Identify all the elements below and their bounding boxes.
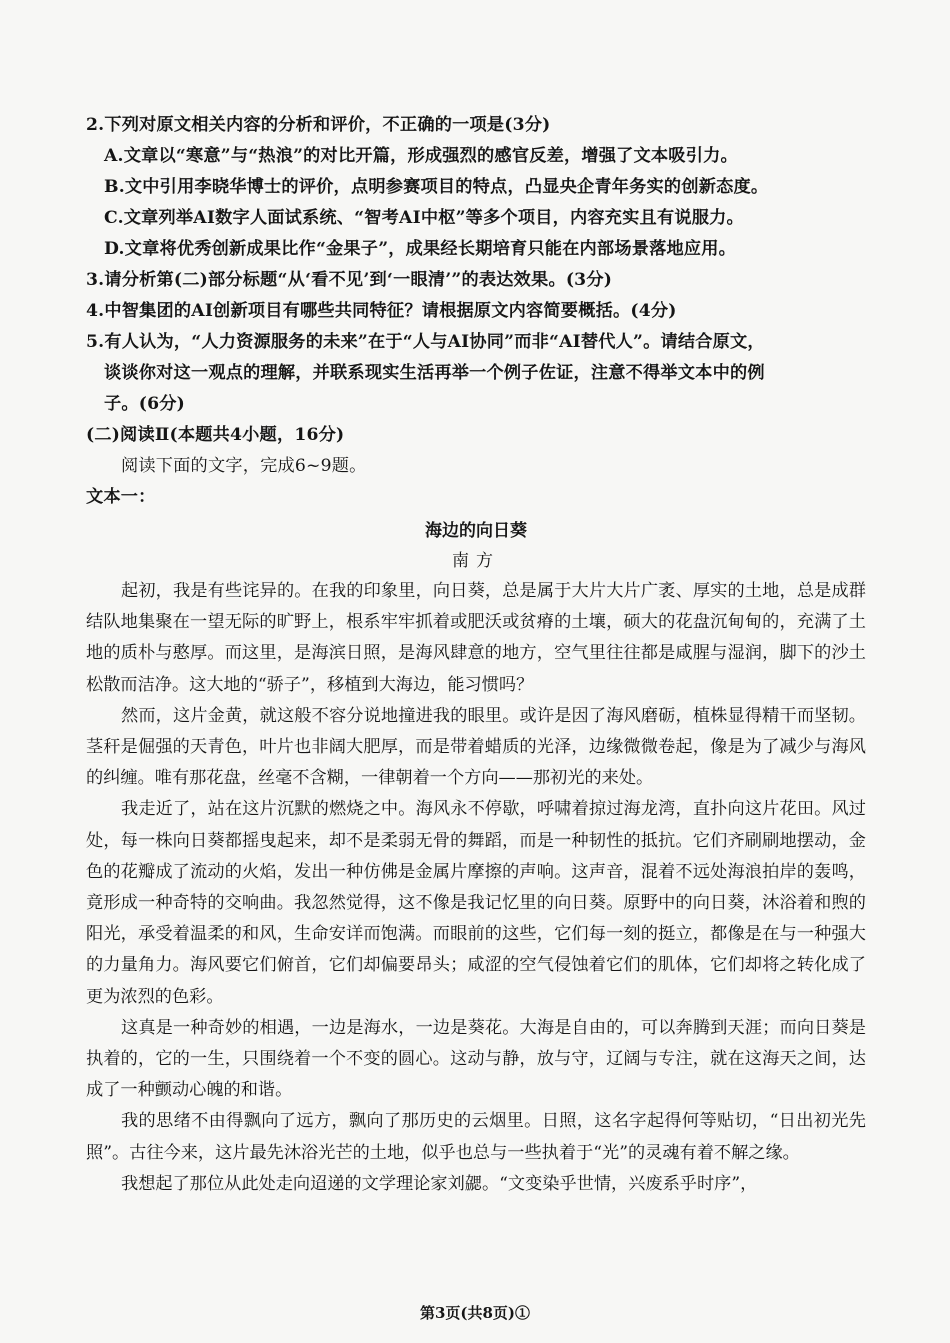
- section-header: (二)阅读Ⅱ(本题共4小题，16分): [86, 425, 345, 445]
- question-5-line-2: 谈谈你对这一观点的理解，并联系现实生活再举一个例子佐证，注意不得举文本中的例: [104, 363, 765, 383]
- article-paragraph-6: 我想起了那位从此处走向迢递的文学理论家刘勰。“文变染乎世情，兴废系乎时序”，: [121, 1173, 758, 1194]
- section-instruction: 阅读下面的文字，完成6~9题。: [121, 456, 367, 476]
- question-2-option-b: B.文中引用李晓华博士的评价，点明参赛项目的特点，凸显央企青年务实的创新态度。: [104, 177, 769, 197]
- question-2-option-c: C.文章列举AI数字人面试系统、“智考AI中枢”等多个项目，内容充实且有说服力。: [104, 208, 744, 228]
- page-footer: 第3页(共8页)①: [419, 1304, 531, 1322]
- question-2-stem: 2.下列对原文相关内容的分析和评价，不正确的一项是(3分): [86, 115, 551, 135]
- question-3: 3.请分析第(二)部分标题“从‘看不见’到‘一眼清’”的表达效果。(3分): [86, 270, 613, 290]
- article-author: 南方: [452, 551, 500, 571]
- article-title: 海边的向日葵: [425, 521, 527, 541]
- exam-page: [86, 110, 866, 1290]
- article-paragraph-3: 我走近了，站在这片沉默的燃烧之中。海风永不停歇，呼啸着掠过海龙湾，直扑向这片花田。风过处，每一株向日葵都摇曳起来，却不是柔弱无骨的舞蹈，而是一种韧性的抵抗。它们齐刷刷地摆动，金色的花瓣成了流动的火焰，发出一种仿佛是金属片摩擦的声响。这声音，混着不远处海浪拍岸的轰鸣，竟形成一种奇特的交响曲。我忽然觉得，这不像是我记忆里的向日葵。原野中的向日葵，沐浴着和煦的阳光，承受着温柔的和风，生命安详而饱满。而眼前的这些，它们每一刻的挺立，都像是在与一种强大的力量角力。海风要它们俯首，它们却偏要昂头；咸涩的空气侵蚀着它们的肌体，它们却将之转化成了更为浓烈的色彩。: [86, 799, 866, 1007]
- article-paragraph-1: 起初，我是有些诧异的。在我的印象里，向日葵，总是属于大片大片广袤、厚实的土地，总是成群结队地集聚在一望无际的旷野上，根系牢牢抓着或肥沃或贫瘠的土壤，硕大的花盘沉甸甸的，充满了土地的质朴与憨厚。而这里，是海滨日照，是海风肆意的地方，空气里往往都是咸腥与湿润，脚下的沙土松散而洁净。这大地的“骄子”，移植到大海边，能习惯吗？: [86, 581, 866, 695]
- article-paragraph-4: 这真是一种奇妙的相遇，一边是海水，一边是葵花。大海是自由的，可以奔腾到天涯；而向日葵是执着的，它的一生，只围绕着一个不变的圆心。这动与静，放与守，辽阔与专注，就在这海天之间，达成了一种颤动心魄的和谐。: [86, 1017, 866, 1101]
- question-4: 4.中智集团的AI创新项目有哪些共同特征？请根据原文内容简要概括。(4分): [86, 301, 677, 321]
- article-paragraph-2: 然而，这片金黄，就这般不容分说地撞进我的眼里。或许是因了海风磨砺，植株显得精干而坚韧。茎秆是倔强的天青色，叶片也非阔大肥厚，而是带着蜡质的光泽，边缘微微卷起，像是为了减少与海风的纠缠。唯有那花盘，丝毫不含糊，一律朝着一个方向——那初光的来处。: [86, 705, 866, 789]
- question-2-option-d: D.文章将优秀创新成果比作“金果子”，成果经长期培育只能在内部场景落地应用。: [104, 239, 737, 259]
- question-5-line-1: 5.有人认为，“人力资源服务的未来”在于“人与AI协同”而非“AI替代人”。请结合原文，: [86, 332, 765, 352]
- question-2-option-a: A.文章以“寒意”与“热浪”的对比开篇，形成强烈的感官反差，增强了文本吸引力。: [104, 146, 738, 166]
- question-5-line-3: 子。(6分): [104, 394, 185, 414]
- article-paragraph-5: 我的思绪不由得飘向了远方，飘向了那历史的云烟里。日照，这名字起得何等贴切，“日出初光先照”。古往今来，这片最先沐浴光芒的土地，似乎也总与一些执着于“光”的灵魂有着不解之缘。: [86, 1111, 866, 1163]
- text-label: 文本一：: [86, 487, 156, 507]
